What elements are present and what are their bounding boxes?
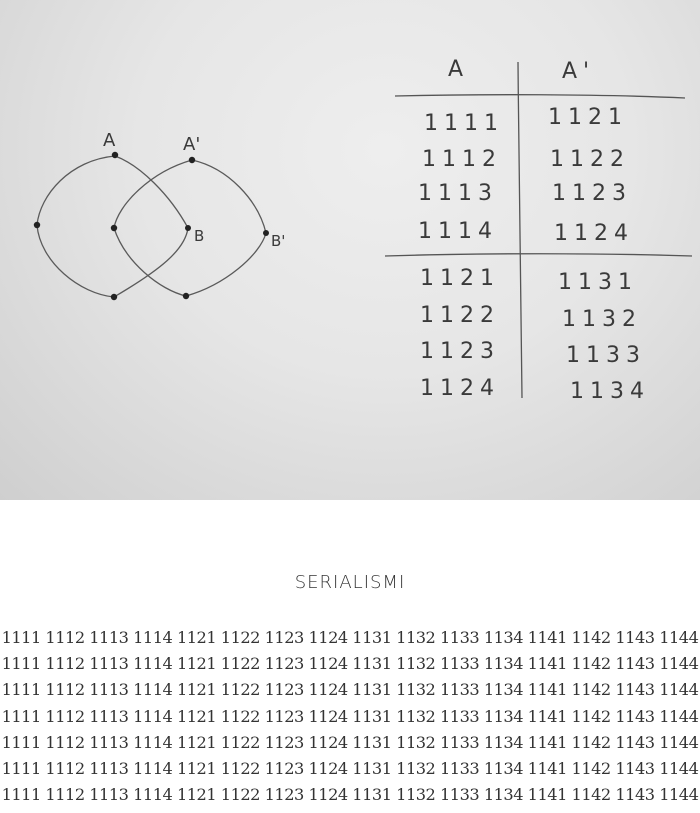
caption-title: SERIALISMI bbox=[294, 572, 406, 593]
table-column-rule bbox=[518, 62, 522, 398]
node-b bbox=[185, 225, 191, 231]
sequence-row: 1111 1112 1113 1114 1121 1122 1123 1124 1131 1132 1133 1134 1141 1142 1143 1144 bbox=[1, 680, 699, 700]
sequence-row: 1111 1112 1113 1114 1121 1122 1123 1124 1131 1132 1133 1134 1141 1142 1143 1144 bbox=[1, 654, 699, 674]
label-a-prime: A' bbox=[183, 134, 201, 155]
table-text bbox=[418, 57, 650, 404]
node-a-prime bbox=[189, 157, 195, 163]
table-cell: 1123 bbox=[420, 339, 500, 364]
table-cell: 1123 bbox=[552, 181, 632, 206]
table-cell: 1114 bbox=[418, 219, 498, 244]
node-b-prime bbox=[263, 230, 269, 236]
table-header-rule bbox=[395, 95, 685, 98]
table-cell: 1121 bbox=[548, 105, 628, 130]
table-cell: 1122 bbox=[420, 303, 500, 328]
table-cell: 1132 bbox=[562, 307, 642, 332]
table-cell: 1124 bbox=[554, 221, 634, 246]
label-b-prime: B' bbox=[271, 232, 286, 250]
table-cell: 1124 bbox=[420, 376, 500, 401]
table-cell: 1112 bbox=[422, 147, 502, 172]
table-cell: 1111 bbox=[424, 111, 504, 136]
node-left bbox=[34, 222, 40, 228]
sequence-row: 1111 1112 1113 1114 1121 1122 1123 1124 1131 1132 1133 1134 1141 1142 1143 1144 bbox=[1, 706, 699, 726]
node-bottom-a-prime bbox=[183, 293, 189, 299]
table-cell: 1133 bbox=[566, 343, 646, 368]
node-a bbox=[112, 152, 118, 158]
lens-diagram bbox=[37, 156, 266, 297]
table-cell: 1131 bbox=[558, 270, 638, 295]
sequence-row: 1111 1112 1113 1114 1121 1122 1123 1124 1131 1132 1133 1134 1141 1142 1143 1144 bbox=[1, 759, 699, 779]
sequence-row: 1111 1112 1113 1114 1121 1122 1123 1124 1131 1132 1133 1134 1141 1142 1143 1144 bbox=[1, 732, 699, 752]
label-a: A bbox=[103, 130, 116, 151]
table-header-a-prime: A' bbox=[562, 59, 596, 84]
sequence-row: 1111 1112 1113 1114 1121 1122 1123 1124 1131 1132 1133 1134 1141 1142 1143 1144 bbox=[1, 628, 699, 647]
sequence-block bbox=[0, 625, 700, 808]
table-cell: 1121 bbox=[420, 266, 500, 291]
node-center bbox=[111, 225, 117, 231]
table-header-a: A bbox=[448, 57, 470, 82]
table-cell: 1122 bbox=[550, 147, 630, 172]
table-cell: 1134 bbox=[570, 379, 650, 404]
table-group-rule bbox=[385, 254, 692, 256]
table-cell: 1113 bbox=[418, 181, 498, 206]
node-bottom-a bbox=[111, 294, 117, 300]
sequence-row: 1111 1112 1113 1114 1121 1122 1123 1124 1131 1132 1133 1134 1141 1142 1143 1144 bbox=[1, 785, 699, 805]
label-b: B bbox=[194, 227, 205, 245]
